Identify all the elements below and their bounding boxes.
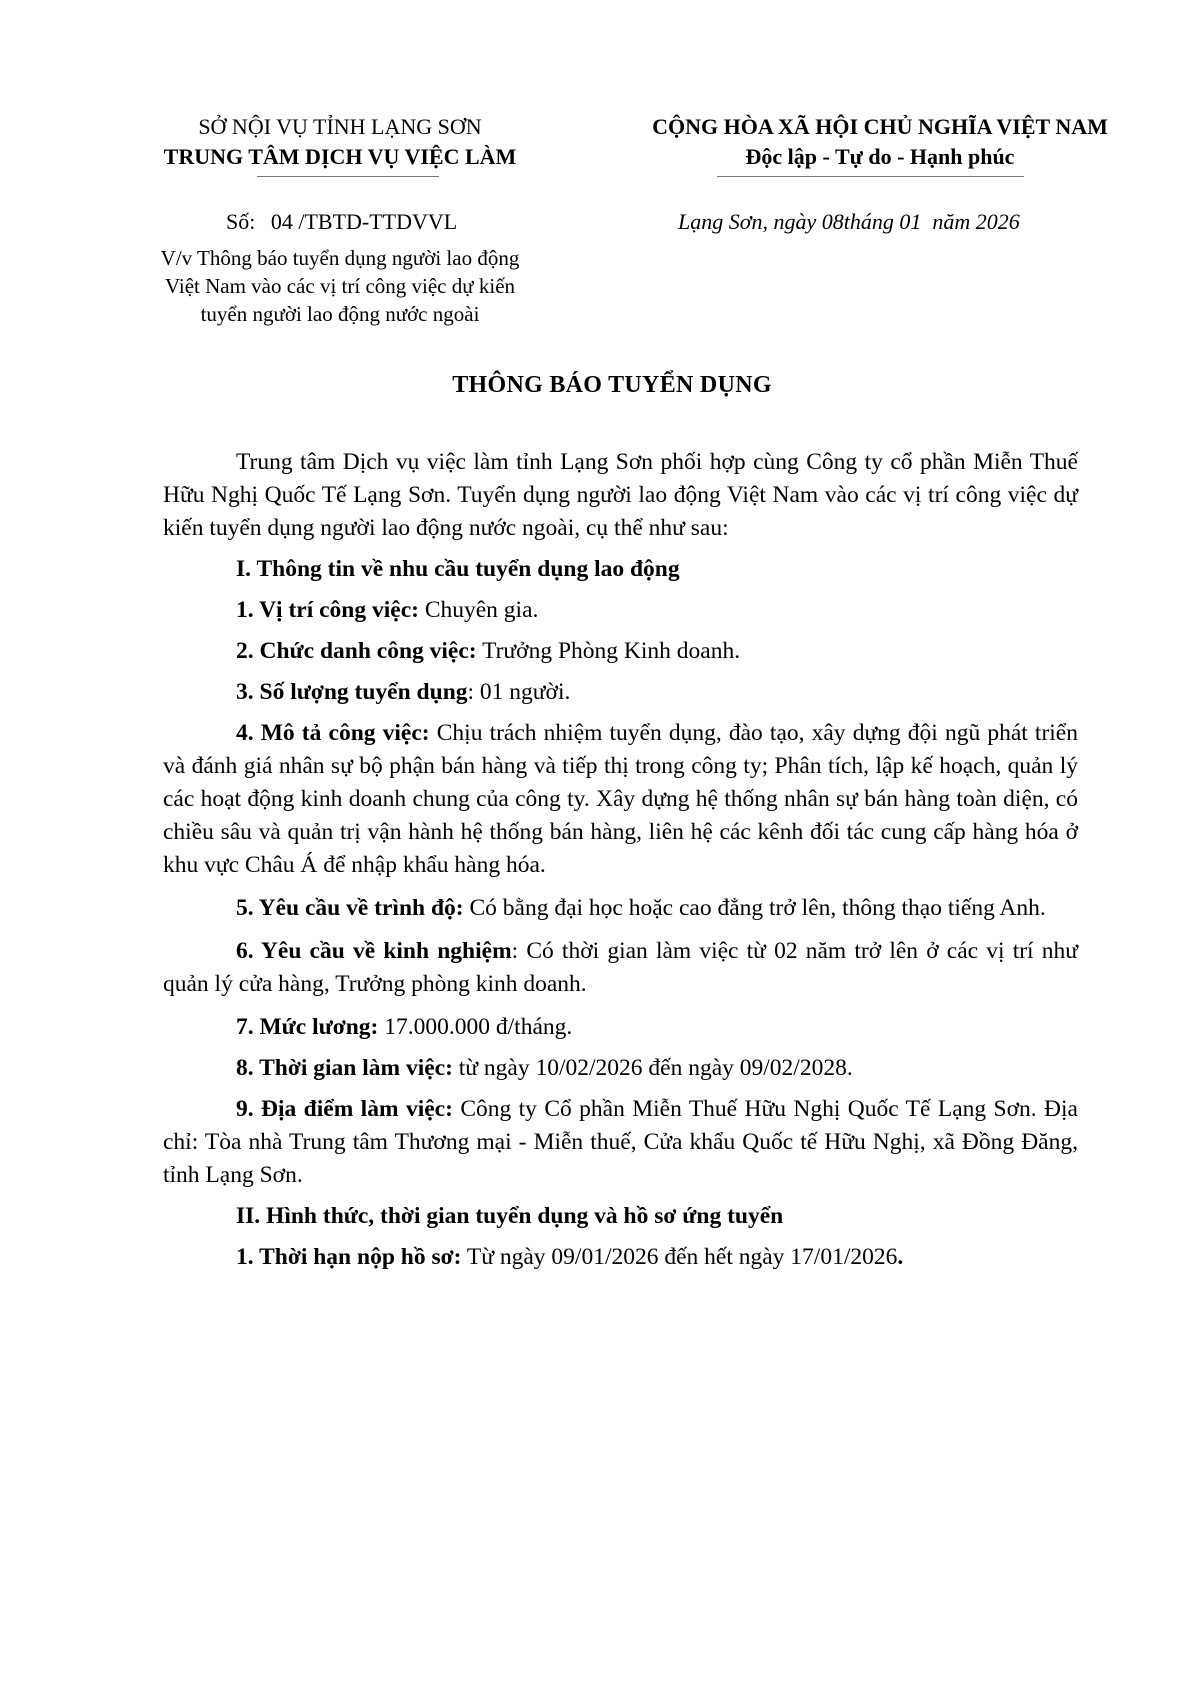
document-title: THÔNG BÁO TUYỂN DỤNG [452,372,772,398]
item-label: 4. Mô tả công việc: [236,720,430,746]
center-name: TRUNG TÂM DỊCH VỤ VIỆC LÀM [163,144,517,169]
item-label: 1. Vị trí công việc: [236,597,419,623]
document-number-prefix: Số: [226,209,256,234]
item-value: Công ty Cổ phần Miễn Thuế Hữu Nghị Quốc Tế Lạng Sơn. Địa chỉ: Tòa nhà Trung tâm Thương mại - Miễn thuế, Cửa khẩu Quốc tế Hữu Nghị, xã Đồng Đăng, tỉnh Lạng Sơn. [163,1096,1078,1188]
job-item [163,717,1078,882]
item-value: Chịu trách nhiệm tuyển dụng, đào tạo, xây dựng đội ngũ phát triển và đánh giá nhân sự bộ phận bán hàng và tiếp thị trong công ty; Phân tích, lập kế hoạch, quản lý các hoạt động kinh doanh chung của công ty. Xây dựng hệ thống nhân sự bán hàng toàn diện, có chiều sâu và quản trị vận hành hệ thống bán hàng, liên hệ các kênh đối tác cung cấp hàng hóa ở khu vực Châu Á để nhập khẩu hàng hóa. [163,720,1078,878]
item-label: 5. Yêu cầu về trình độ: [236,895,464,921]
document-number [226,207,457,237]
section-2-heading: II. Hình thức, thời gian tuyển dụng và hồ sơ ứng tuyển [236,1203,784,1229]
item-label: 9. Địa điểm làm việc: [236,1096,453,1122]
header-right [610,112,1150,172]
item-label: 6. Yêu cầu về kinh nghiệm [236,938,512,964]
job-item [163,1011,1078,1044]
item-value: : Có thời gian làm việc từ 02 năm trở lên ở các vị trí như quản lý cửa hàng, Trưởng phòng kinh doanh. [163,938,1078,997]
national-motto: Độc lập - Tự do - Hạnh phúc [745,144,1015,169]
job-item [163,935,1078,1001]
item-value: : 01 người. [467,679,571,705]
item-value: Chuyên gia. [418,597,539,623]
job-item [163,1093,1078,1192]
intro-paragraph: Trung tâm Dịch vụ việc làm tỉnh Lạng Sơn phối hợp cùng Công ty cổ phần Miễn Thuế Hữu Nghị Quốc Tế Lạng Sơn. Tuyển dụng người lao động Việt Nam vào các vị trí công việc dự kiến tuyển dụng người lao động nước ngoài, cụ thể như sau: [163,449,1078,541]
header-right-divider [717,176,1024,177]
item-value: Trưởng Phòng Kinh doanh. [476,638,741,664]
item-label: 7. Mức lương: [236,1014,379,1040]
item-value: Từ ngày 09/01/2026 đến hết ngày 17/01/2026 [461,1244,898,1270]
agency-name: SỞ NỘI VỤ TỈNH LẠNG SƠN [198,114,482,139]
place-date: Lạng Sơn, ngày 08tháng 01 năm 2026 [678,209,1020,234]
document-subject [120,244,560,328]
job-item [163,1052,1078,1085]
header-left-divider [257,176,439,177]
subject-line: V/v Thông báo tuyển dụng người lao động [160,246,520,270]
national-title: CỘNG HÒA XÃ HỘI CHỦ NGHĨA VIỆT NAM [652,114,1108,139]
section-1-heading: I. Thông tin về nhu cầu tuyển dụng lao động [236,556,680,582]
job-item [163,594,1078,627]
job-item [163,635,1078,668]
subject-line: Việt Nam vào các vị trí công việc dự kiến [164,274,516,298]
item-value: từ ngày 10/02/2026 đến ngày 09/02/2028. [452,1055,853,1081]
item-label: 3. Số lượng tuyển dụng [236,679,468,705]
item-label: 1. Thời hạn nộp hồ sơ: [236,1244,462,1270]
item-label: 2. Chức danh công việc: [236,638,477,664]
job-item [163,676,1078,709]
subject-line: tuyển người lao động nước ngoài [200,302,480,326]
job-item [163,892,1078,925]
document-body [163,446,1078,1282]
application-item [163,1241,1078,1274]
item-value: 17.000.000 đ/tháng. [378,1014,573,1040]
header-left [120,112,560,172]
document-number-value: 04 /TBTD-TTDVVL [270,209,458,234]
item-trail: . [897,1244,904,1270]
item-value: Có bằng đại học hoặc cao đẳng trở lên, thông thạo tiếng Anh. [463,895,1046,921]
item-label: 8. Thời gian làm việc: [236,1055,453,1081]
